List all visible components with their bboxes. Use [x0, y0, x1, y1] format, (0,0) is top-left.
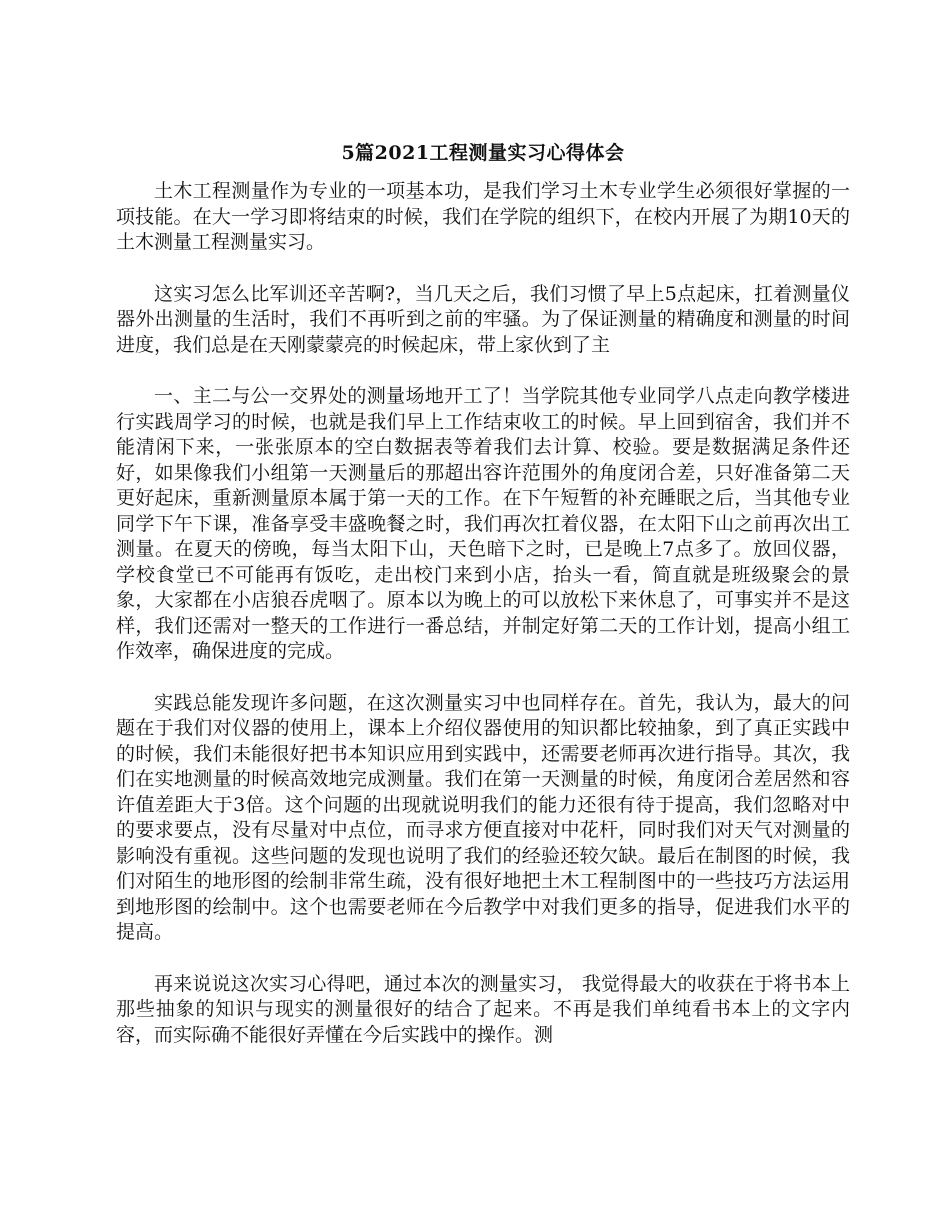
- paragraph-daily-work: 一、主二与公一交界处的测量场地开工了！当学院其他专业同学八点走向教学楼进行实践周学习的时候，也就是我们早上工作结束收工的时候。早上回到宿舍，我们并不能清闲下来，一张张原本的空白数据表等着我们去计算、校验。要是数据满足条件还好，如果像我们小组第一天测量后的那超出容许范围外的角度闭合差，只好准备第二天更好起床，重新测量原本属于第一天的工作。在下午短暂的补充睡眠之后，当其他专业同学下午下课，准备享受丰盛晚餐之时，我们再次扛着仪器，在太阳下山之前再次出工测量。在夏天的傍晚，每当太阳下山，天色暗下之时，已是晚上7点多了。放回仪器，学校食堂已不可能再有饭吃，走出校门来到小店，抬头一看，简直就是班级聚会的景象，大家都在小店狼吞虎咽了。原本以为晚上的可以放松下来休息了，可事实并不是这样，我们还需对一整天的工作进行一番总结，并制定好第二天的工作计划，提高小组工作效率，确保进度的完成。: [116, 385, 850, 662]
- paragraph-reflection: 再来说说这次实习心得吧，通过本次的测量实习， 我觉得最大的收获在于将书本上那些抽象的知识与现实的测量很好的结合了起来。不再是我们单纯看书本上的文字内容，而实际确不能很好弄懂在今后实践中的操作。测: [116, 972, 850, 1046]
- document-body: [116, 138, 850, 1074]
- paragraph-intro: 土木工程测量作为专业的一项基本功，是我们学习土木专业学生必须很好掌握的一项技能。在大一学习即将结束的时候，我们在学院的组织下，在校内开展了为期10天的土木测量工程测量实习。: [116, 180, 850, 253]
- paragraph-problems: 实践总能发现许多问题，在这次测量实习中也同样存在。首先，我认为，最大的问题在于我们对仪器的使用上，课本上介绍仪器使用的知识都比较抽象，到了真正实践中的时候，我们未能很好把书本知识应用到实践中，还需要老师再次进行指导。其次，我们在实地测量的时候高效地完成测量。我们在第一天测量的时候，角度闭合差居然和容许值差距大于3倍。这个问题的出现就说明我们的能力还很有待于提高，我们忽略对中的要求要点，没有尽量对中点位，而寻求方便直接对中花杆，同时我们对天气对测量的影响没有重视。这些问题的发现也说明了我们的经验还较欠缺。最后在制图的时候，我们对陌生的地形图的绘制非常生疏，没有很好地把土木工程制图中的一些技巧方法运用到地形图的绘制中。这个也需要老师在今后教学中对我们更多的指导，促进我们水平的提高。: [116, 691, 850, 943]
- document-title: 5篇2021工程测量实习心得体会: [341, 142, 625, 164]
- paragraph-morning-routine: 这实习怎么比军训还辛苦啊?，当几天之后，我们习惯了早上5点起床，扛着测量仪器外出测量的生活时，我们不再听到之前的牢骚。为了保证测量的精确度和测量的时间进度，我们总是在天刚蒙蒙亮的时候起床，带上家伙到了主: [116, 282, 850, 356]
